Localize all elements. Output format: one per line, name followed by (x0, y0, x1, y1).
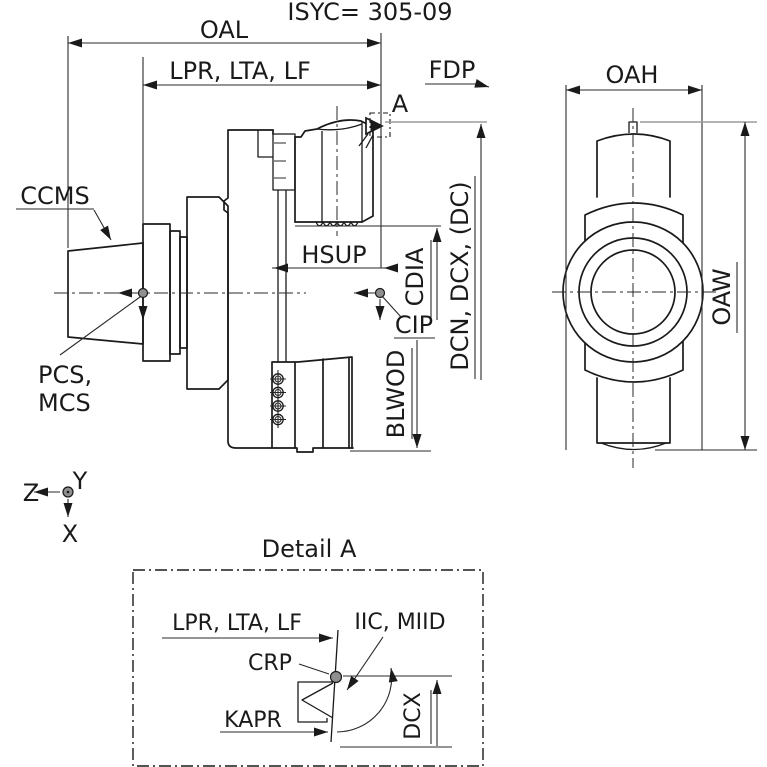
crp-leader (299, 664, 329, 674)
clamp-block (272, 357, 352, 448)
cip-point (376, 289, 385, 298)
cdia-label: CDIA (401, 247, 429, 307)
crp-label: CRP (248, 651, 292, 676)
pcs-mcs-point (139, 289, 148, 298)
y-axis-dot (67, 491, 70, 494)
y-axis-label: Y (72, 467, 88, 495)
fdp-arrow (425, 84, 489, 87)
z-axis-label: Z (22, 479, 40, 507)
oah-label: OAH (605, 61, 659, 89)
detail-a-view (133, 570, 483, 766)
scale-panel (273, 134, 295, 190)
slot-edges (278, 190, 286, 362)
labels (20, 0, 736, 740)
kapr-label: KAPR (224, 708, 282, 733)
body-notch (258, 130, 273, 157)
detail-lpr-label: LPR, LTA, LF (172, 611, 302, 636)
dcx-label: DCX (401, 692, 426, 740)
blwod-label: BLWOD (382, 349, 410, 439)
hsup-label: HSUP (301, 241, 367, 269)
detail-marker-label: A (391, 90, 409, 118)
lpr-label: LPR, LTA, LF (169, 57, 311, 85)
ccms-leader (94, 210, 111, 240)
body-slab (224, 130, 353, 452)
insert-profile (298, 682, 333, 722)
main-view-geometry (68, 113, 390, 452)
cip-label: CIP (394, 311, 434, 339)
drawing-code-label: ISYC= 305-09 (287, 0, 453, 26)
oal-label: OAL (199, 16, 249, 44)
pcs-label: PCS, (38, 361, 93, 389)
x-axis-label: X (61, 520, 79, 548)
cutting-edge-line (331, 630, 338, 742)
crp-point (331, 672, 342, 683)
ccms-label: CCMS (20, 182, 90, 210)
kapr-angle-arc (337, 668, 392, 732)
dcn-label: DCN, DCX, (DC) (446, 181, 474, 371)
iic-leader (347, 637, 383, 690)
detail-a-title: Detail A (261, 535, 357, 563)
scale-ticks (274, 143, 286, 178)
pcs-leader (60, 297, 140, 355)
oaw-label: OAW (708, 268, 736, 326)
cutter-head (295, 120, 373, 226)
fdp-label: FDP (428, 56, 476, 84)
mcs-label: MCS (38, 389, 91, 417)
coordinate-system (34, 487, 73, 517)
iic-label: IIC, MIID (354, 610, 446, 635)
